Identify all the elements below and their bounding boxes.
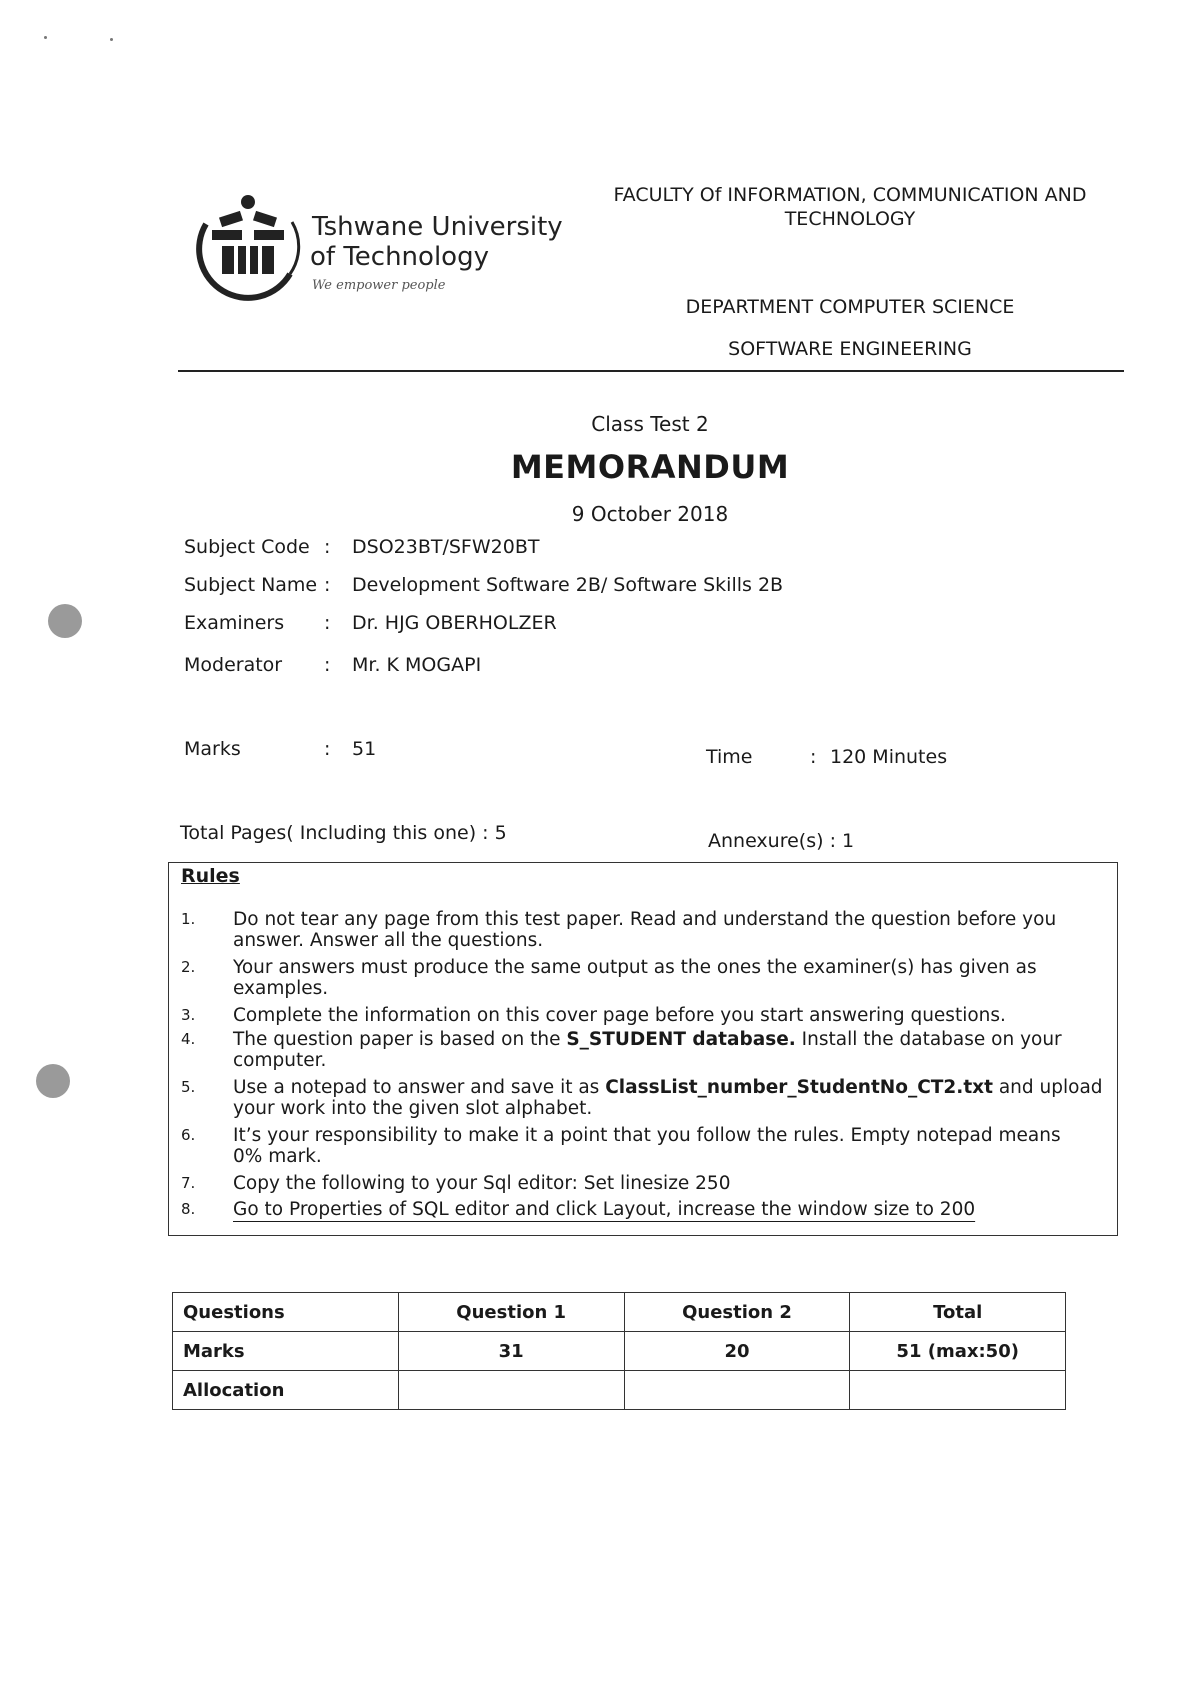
table-cell: Allocation — [173, 1371, 399, 1410]
scan-speck — [110, 38, 113, 41]
test-name: Class Test 2 — [591, 412, 709, 436]
subject-name-value: Development Software 2B/ Software Skills 2B — [352, 574, 784, 596]
table-header-cell: Questions — [173, 1293, 399, 1332]
rule-text: 0% mark. — [233, 1146, 322, 1167]
colon: : — [324, 654, 331, 676]
moderator-row — [184, 654, 884, 684]
document-title: MEMORANDUM — [510, 448, 790, 486]
rule-number: 6. — [181, 1126, 196, 1144]
table-cell — [398, 1371, 624, 1410]
rule-text: Your answers must produce the same output as the ones the examiner(s) has given as — [233, 957, 1037, 978]
time-row — [706, 746, 1006, 776]
faculty-line1: FACULTY Of INFORMATION, COMMUNICATION AND — [613, 184, 1087, 206]
rule-text: your work into the given slot alphabet. — [233, 1098, 593, 1119]
rule-number: 2. — [181, 958, 196, 976]
rule-text: Complete the information on this cover page before you start answering questions. — [233, 1005, 1006, 1026]
total-pages: Total Pages( Including this one) : 5 — [180, 822, 507, 844]
file-name: ClassList_number_StudentNo_CT2.txt — [605, 1077, 993, 1098]
table-header-cell: Total — [850, 1293, 1066, 1332]
section-name: SOFTWARE ENGINEERING — [728, 338, 972, 360]
examiners-row — [184, 612, 884, 642]
table-cell: Marks — [173, 1332, 399, 1371]
faculty-line2: TECHNOLOGY — [784, 208, 916, 230]
time-label: Time — [706, 746, 753, 768]
subject-code-value: DSO23BT/SFW20BT — [352, 536, 540, 558]
header-divider — [178, 370, 1124, 372]
rule-text-part: and upload — [992, 1077, 1103, 1098]
colon: : — [324, 612, 331, 634]
university-logo — [192, 192, 572, 302]
annexure-count: Annexure(s) : 1 — [708, 830, 855, 852]
department-name: DEPARTMENT COMPUTER SCIENCE — [685, 296, 1015, 318]
colon: : — [810, 746, 817, 768]
rule-text: Do not tear any page from this test paper. Read and understand the question before you — [233, 909, 1057, 930]
punch-hole — [48, 604, 82, 638]
rule-number: 1. — [181, 910, 196, 928]
rule-text: Go to Properties of SQL editor and click Layout, increase the window size to 200 — [233, 1199, 976, 1220]
table-cell: 31 — [398, 1332, 624, 1371]
table-header-cell: Question 1 — [398, 1293, 624, 1332]
table-cell: 20 — [624, 1332, 850, 1371]
punch-hole — [36, 1064, 70, 1098]
marks-value: 51 — [352, 738, 377, 760]
time-value: 120 Minutes — [830, 746, 948, 768]
database-name: S_STUDENT database. — [566, 1029, 796, 1050]
logo-name-line1: Tshwane University — [312, 212, 563, 242]
rule-text: computer. — [233, 1050, 327, 1071]
subject-name-row — [184, 574, 884, 604]
rules-heading: Rules — [181, 865, 240, 887]
table-header-row — [173, 1293, 1066, 1332]
rule-text: It’s your responsibility to make it a point that you follow the rules. Empty notepad means — [233, 1125, 1061, 1146]
rule-number: 3. — [181, 1006, 196, 1024]
tut-emblem-icon — [192, 192, 304, 302]
table-row — [173, 1332, 1066, 1371]
colon: : — [324, 574, 331, 596]
marks-label: Marks — [184, 738, 241, 760]
subject-name-label: Subject Name — [184, 574, 318, 596]
rule-text: answer. Answer all the questions. — [233, 930, 544, 951]
rule-text — [233, 1077, 1133, 1098]
rule-text — [233, 1029, 1133, 1050]
rule-text-part: Install the database on your — [795, 1029, 1062, 1050]
table-cell: 51 (max:50) — [850, 1332, 1066, 1371]
rules-box — [168, 862, 1118, 1236]
rule-number: 5. — [181, 1078, 196, 1096]
rule-number: 7. — [181, 1174, 196, 1192]
rule-number: 4. — [181, 1030, 196, 1048]
moderator-value: Mr. K MOGAPI — [352, 654, 482, 676]
table-header-cell: Question 2 — [624, 1293, 850, 1332]
rule-number: 8. — [181, 1200, 196, 1218]
marks-row — [184, 738, 584, 768]
examiners-value: Dr. HJG OBERHOLZER — [352, 612, 557, 634]
subject-code-row — [184, 536, 884, 566]
moderator-label: Moderator — [184, 654, 283, 676]
rule-text: Copy the following to your Sql editor: Set linesize 250 — [233, 1173, 731, 1194]
table-cell — [624, 1371, 850, 1410]
examiners-label: Examiners — [184, 612, 285, 634]
colon: : — [324, 536, 331, 558]
subject-code-label: Subject Code — [184, 536, 310, 558]
scan-speck — [44, 36, 47, 39]
rule-text-part: The question paper is based on the — [233, 1029, 567, 1050]
rule-text-part: Use a notepad to answer and save it as — [233, 1077, 606, 1098]
logo-name-line2: of Technology — [310, 242, 489, 272]
colon: : — [324, 738, 331, 760]
table-cell — [850, 1371, 1066, 1410]
rule-text: examples. — [233, 978, 329, 999]
table-row — [173, 1371, 1066, 1410]
logo-tagline: We empower people — [312, 278, 446, 293]
marks-allocation-table — [172, 1292, 1066, 1410]
test-date: 9 October 2018 — [571, 502, 729, 526]
